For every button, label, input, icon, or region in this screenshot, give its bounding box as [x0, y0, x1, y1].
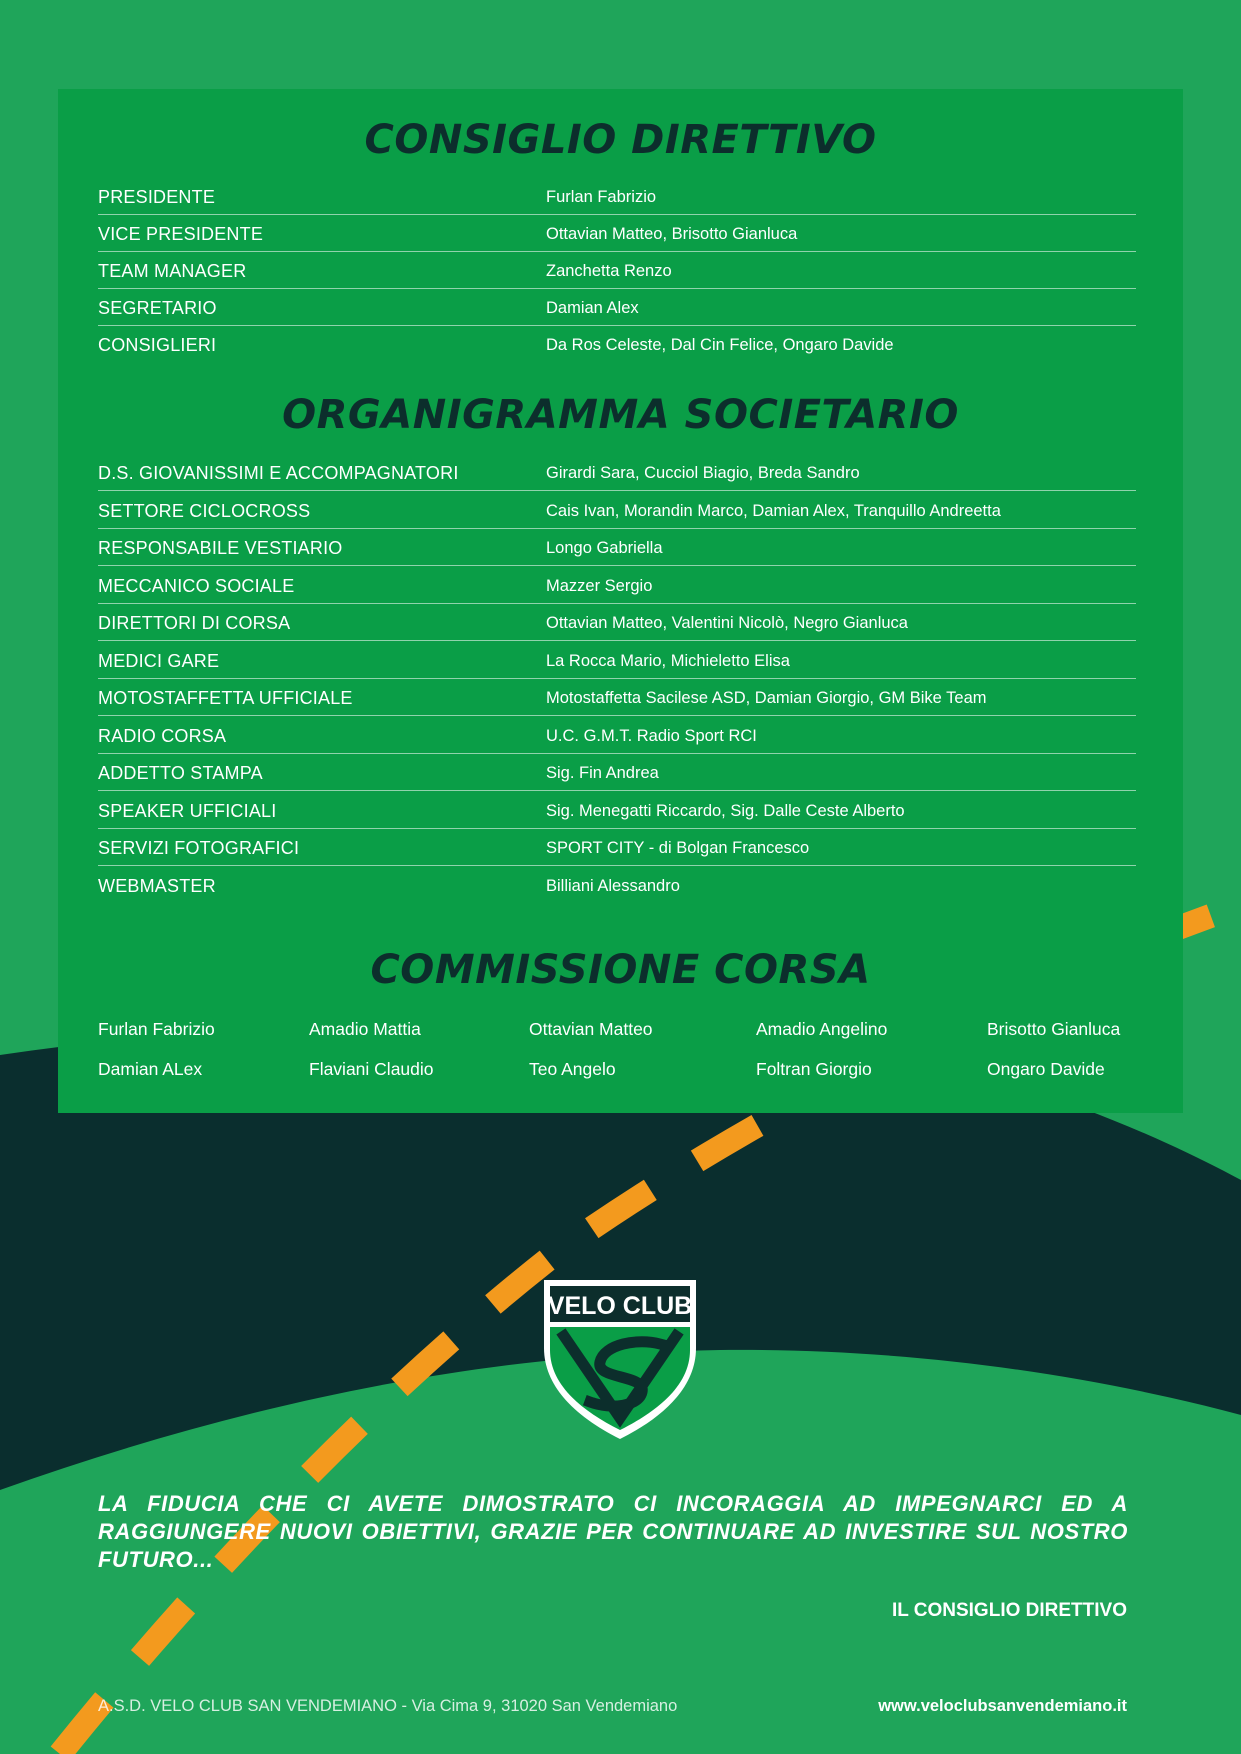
logo-text: VELO CLUB — [547, 1292, 693, 1320]
list-item: Ongaro Davide — [987, 1059, 1105, 1079]
role-value: Da Ros Celeste, Dal Cin Felice, Ongaro Davide — [546, 336, 894, 354]
table-row — [98, 528, 1136, 566]
role-label: ADDETTO STAMPA — [98, 763, 263, 783]
list-item: Foltran Giorgio — [756, 1059, 872, 1079]
list-item: Brisotto Gianluca — [987, 1019, 1121, 1039]
role-value: Ottavian Matteo, Valentini Nicolò, Negro Gianluca — [546, 614, 908, 632]
role-value: Girardi Sara, Cucciol Biagio, Breda Sandro — [546, 464, 860, 482]
role-label: MOTOSTAFFETTA UFFICIALE — [98, 688, 353, 708]
table-row — [98, 491, 1136, 529]
table-row — [98, 716, 1136, 754]
role-label: TEAM MANAGER — [98, 261, 247, 281]
consiglio-direttivo-title: CONSIGLIO DIRETTIVO — [364, 117, 877, 163]
list-item: Amadio Angelino — [756, 1019, 888, 1039]
role-value: Mazzer Sergio — [546, 576, 653, 595]
signature: IL CONSIGLIO DIRETTIVO — [891, 1600, 1127, 1621]
role-label: DIRETTORI DI CORSA — [98, 613, 291, 633]
role-label: MECCANICO SOCIALE — [98, 575, 295, 596]
role-value: Cais Ivan, Morandin Marco, Damian Alex, Tranquillo Andreetta — [546, 501, 1001, 520]
table-row — [98, 603, 1136, 641]
role-label: RESPONSABILE VESTIARIO — [98, 538, 343, 558]
role-value: Longo Gabriella — [546, 539, 663, 557]
closing-quote: LA FIDUCIA CHE CI AVETE DIMOSTRATO CI INCORAGGIA AD IMPEGNARCI ED A RAGGIUNGERE NUOVI OBIETTIVI, GRAZIE PER CONTINUARE AD INVESTIRE SUL NOSTRO FUTURO... — [98, 1491, 1128, 1572]
velo-club-shield-logo — [542, 1278, 698, 1441]
content-panel — [58, 89, 1183, 1113]
website-link[interactable]: www.veloclubsanvendemiano.it — [878, 1697, 1127, 1715]
role-value: Sig. Menegatti Riccardo, Sig. Dalle Ceste Alberto — [546, 801, 905, 820]
role-label: RADIO CORSA — [98, 725, 227, 746]
list-item: Ottavian Matteo — [529, 1019, 653, 1039]
table-row — [98, 566, 1136, 604]
table-row — [98, 678, 1136, 716]
role-label: SETTORE CICLOCROSS — [98, 500, 311, 521]
commissione-corsa-title: COMMISSIONE CORSA — [370, 947, 871, 993]
role-label: PRESIDENTE — [98, 187, 216, 207]
table-row — [98, 791, 1136, 829]
list-item: Damian ALex — [98, 1059, 203, 1079]
table-row — [98, 828, 1136, 866]
table-row — [98, 453, 1136, 491]
role-label: D.S. GIOVANISSIMI E ACCOMPAGNATORI — [98, 463, 459, 483]
organigramma-title: ORGANIGRAMMA SOCIETARIO — [282, 392, 959, 438]
role-label: VICE PRESIDENTE — [98, 224, 264, 244]
table-row — [98, 753, 1136, 791]
list-item: Amadio Mattia — [309, 1019, 421, 1039]
role-label: SPEAKER UFFICIALI — [98, 800, 277, 821]
table-row — [98, 325, 1136, 362]
role-value: SPORT CITY - di Bolgan Francesco — [546, 839, 810, 857]
table-row — [98, 177, 1136, 215]
role-label: SERVIZI FOTOGRAFICI — [98, 838, 300, 858]
table-row — [98, 214, 1136, 252]
club-address: A.S.D. VELO CLUB SAN VENDEMIANO - Via Cima 9, 31020 San Vendemiano — [98, 1697, 678, 1715]
role-value: U.C. G.M.T. Radio Sport RCI — [546, 726, 757, 745]
role-value: Furlan Fabrizio — [546, 188, 657, 206]
table-row — [98, 641, 1136, 679]
commissione-corsa-grid — [98, 1019, 1158, 1099]
role-value: La Rocca Mario, Michieletto Elisa — [546, 651, 790, 670]
table-row — [98, 866, 1136, 903]
role-label: CONSIGLIERI — [98, 335, 217, 355]
role-label: WEBMASTER — [98, 875, 216, 896]
role-value: Damian Alex — [546, 299, 639, 317]
role-value: Sig. Fin Andrea — [546, 764, 659, 782]
list-item: Furlan Fabrizio — [98, 1019, 215, 1039]
role-label: SEGRETARIO — [98, 298, 217, 318]
table-row — [98, 251, 1136, 289]
list-item: Flaviani Claudio — [309, 1059, 434, 1079]
role-value: Ottavian Matteo, Brisotto Gianluca — [546, 225, 798, 243]
role-label: MEDICI GARE — [98, 650, 220, 671]
list-item: Teo Angelo — [529, 1059, 616, 1079]
role-value: Motostaffetta Sacilese ASD, Damian Giorgio, GM Bike Team — [546, 689, 987, 707]
role-value: Zanchetta Renzo — [546, 262, 672, 280]
role-value: Billiani Alessandro — [546, 876, 680, 895]
table-row — [98, 288, 1136, 326]
